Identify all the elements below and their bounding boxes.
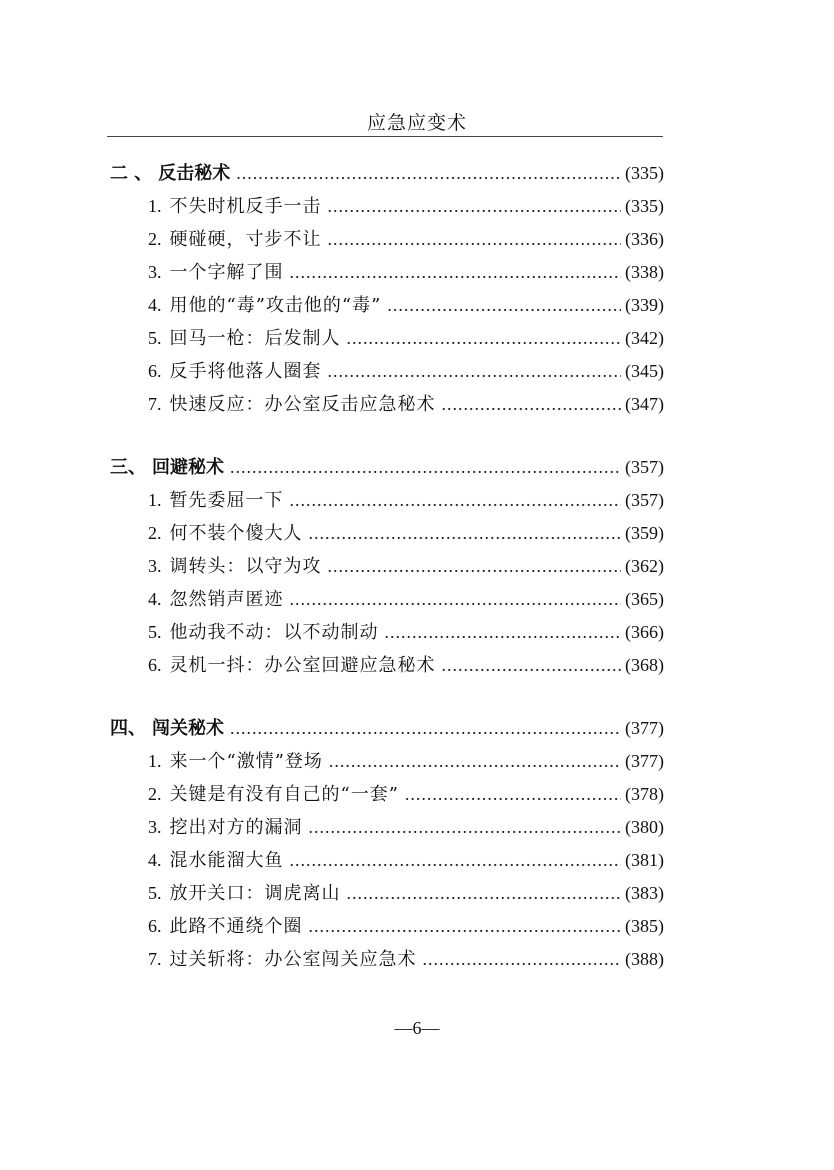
toc-item-label [148,257,284,288]
dot-leader [385,617,622,647]
item-index: 3. [148,817,162,837]
toc-item-entry[interactable] [148,290,664,320]
toc-item-entry[interactable] [148,812,664,842]
toc-item-label [148,944,417,975]
item-title: 何不装个傻大人 [169,523,303,544]
toc-item-label [148,911,303,942]
dot-leader [347,323,622,353]
section-title: 闯关秘术 [152,718,224,739]
item-index: 2. [148,229,162,249]
toc-item-entry[interactable] [148,323,664,353]
toc-item-label [148,356,322,387]
item-page-number: (365) [625,589,664,609]
toc-item-label [148,779,399,810]
toc-section-entry[interactable] [110,452,664,482]
item-page-number: (357) [625,490,664,510]
item-page-number: (342) [625,328,664,348]
toc-section-entry[interactable] [110,713,664,743]
section-number: 四、 [110,718,146,739]
dot-leader [290,485,622,515]
item-index: 4. [148,295,162,315]
item-page-number: (385) [625,916,664,936]
toc-item-label [148,746,323,777]
toc-item-label [148,584,284,615]
item-page-number: (380) [625,817,664,837]
dot-leader [442,650,622,680]
item-page-number: (378) [625,784,664,804]
section-title: 反击秘术 [158,163,231,184]
item-index: 3. [148,556,162,576]
dot-leader [290,257,622,287]
item-index: 6. [148,655,162,675]
dot-leader [309,518,622,548]
item-page-number: (366) [625,622,664,642]
toc-item-entry[interactable] [148,356,664,386]
item-index: 5. [148,328,162,348]
item-title: 硬碰硬，寸步不让 [169,229,322,250]
dot-leader [230,713,621,743]
toc-item-entry[interactable] [148,617,664,647]
toc-item-label [148,650,436,681]
toc-item-label [148,617,379,648]
item-title: 此路不通绕个圈 [169,916,303,937]
toc-item-label [148,845,284,876]
dot-leader [290,845,622,875]
toc-item-label [148,812,303,843]
toc-item-label [148,389,436,420]
item-title: 反手将他落人圈套 [169,361,322,382]
item-title: 灵机一抖：办公室回避应急秘术 [169,655,436,676]
dot-leader [309,812,622,842]
toc-item-label [148,191,322,222]
toc-item-label [148,224,322,255]
item-index: 3. [148,262,162,282]
toc-item-entry[interactable] [148,584,664,614]
toc-item-label [148,551,322,582]
item-index: 5. [148,622,162,642]
toc-item-entry[interactable] [148,878,664,908]
item-page-number: (383) [625,883,664,903]
item-index: 1. [148,751,162,771]
toc-item-label [148,323,341,354]
page-number: —6— [394,1018,440,1038]
dot-leader [347,878,622,908]
item-index: 5. [148,883,162,903]
item-title: 放开关口：调虎离山 [169,883,341,904]
toc-item-entry[interactable] [148,257,664,287]
toc-item-entry[interactable] [148,551,664,581]
item-index: 1. [148,490,162,510]
dot-leader [442,389,622,419]
toc-item-entry[interactable] [148,845,664,875]
item-page-number: (338) [625,262,664,282]
dot-leader [328,224,622,254]
toc-section-label [110,453,224,483]
dot-leader [423,944,622,974]
item-title: 他动我不动：以不动制动 [169,622,379,643]
toc-item-entry[interactable] [148,389,664,419]
toc-item-entry[interactable] [148,746,664,776]
item-title: 挖出对方的漏洞 [169,817,303,838]
toc-item-entry[interactable] [148,911,664,941]
toc-section-label [110,714,224,744]
item-page-number: (362) [625,556,664,576]
dot-leader [328,551,622,581]
item-page-number: (347) [625,394,664,414]
item-title: 混水能溜大鱼 [169,850,284,871]
toc-section-label [110,159,230,189]
item-index: 7. [148,949,162,969]
item-index: 4. [148,589,162,609]
item-page-number: (336) [625,229,664,249]
item-title: 快速反应：办公室反击应急秘术 [169,394,436,415]
dot-leader [309,911,622,941]
item-page-number: (388) [625,949,664,969]
item-title: 不失时机反手一击 [169,196,322,217]
item-index: 1. [148,196,162,216]
dot-leader [387,290,621,320]
item-page-number: (335) [625,196,664,216]
item-title: 来一个“激情”登场 [169,751,323,772]
toc-item-entry[interactable] [148,779,664,809]
dot-leader [230,452,621,482]
section-page-number: (335) [625,163,664,183]
item-index: 6. [148,916,162,936]
section-page-number: (377) [625,718,664,738]
item-page-number: (368) [625,655,664,675]
item-title: 用他的“毒”攻击他的“毒” [169,295,382,316]
section-page-number: (357) [625,457,664,477]
item-index: 4. [148,850,162,870]
running-header-title: 应急应变术 [366,112,467,134]
item-index: 7. [148,394,162,414]
item-title: 暂先委屈一下 [169,490,284,511]
toc-item-entry[interactable] [148,518,664,548]
item-page-number: (377) [625,751,664,771]
item-title: 关键是有没有自己的“一套” [169,784,399,805]
toc-item-entry[interactable] [148,224,664,254]
item-title: 忽然销声匿迹 [169,589,284,610]
section-number: 二 、 [110,163,153,184]
toc-item-label [148,518,303,549]
item-index: 2. [148,523,162,543]
toc-item-entry[interactable] [148,191,664,221]
item-page-number: (345) [625,361,664,381]
item-title: 回马一枪：后发制人 [169,328,341,349]
section-number: 三、 [110,457,146,478]
toc-item-entry[interactable] [148,650,664,680]
dot-leader [329,746,621,776]
dot-leader [236,158,621,188]
toc-item-entry[interactable] [148,944,664,974]
dot-leader [328,356,622,386]
item-title: 过关斩将：办公室闯关应急术 [169,949,417,970]
item-page-number: (381) [625,850,664,870]
dot-leader [405,779,621,809]
item-title: 调转头：以守为攻 [169,556,322,577]
item-index: 2. [148,784,162,804]
section-title: 回避秘术 [152,457,224,478]
toc-item-label [148,878,341,909]
item-page-number: (359) [625,523,664,543]
dot-leader [328,191,622,221]
toc-item-label [148,290,381,321]
toc-item-label [148,485,284,516]
toc-item-entry[interactable] [148,485,664,515]
item-index: 6. [148,361,162,381]
dot-leader [290,584,622,614]
item-title: 一个字解了围 [169,262,284,283]
toc-section-entry[interactable] [110,158,664,188]
item-page-number: (339) [625,295,664,315]
